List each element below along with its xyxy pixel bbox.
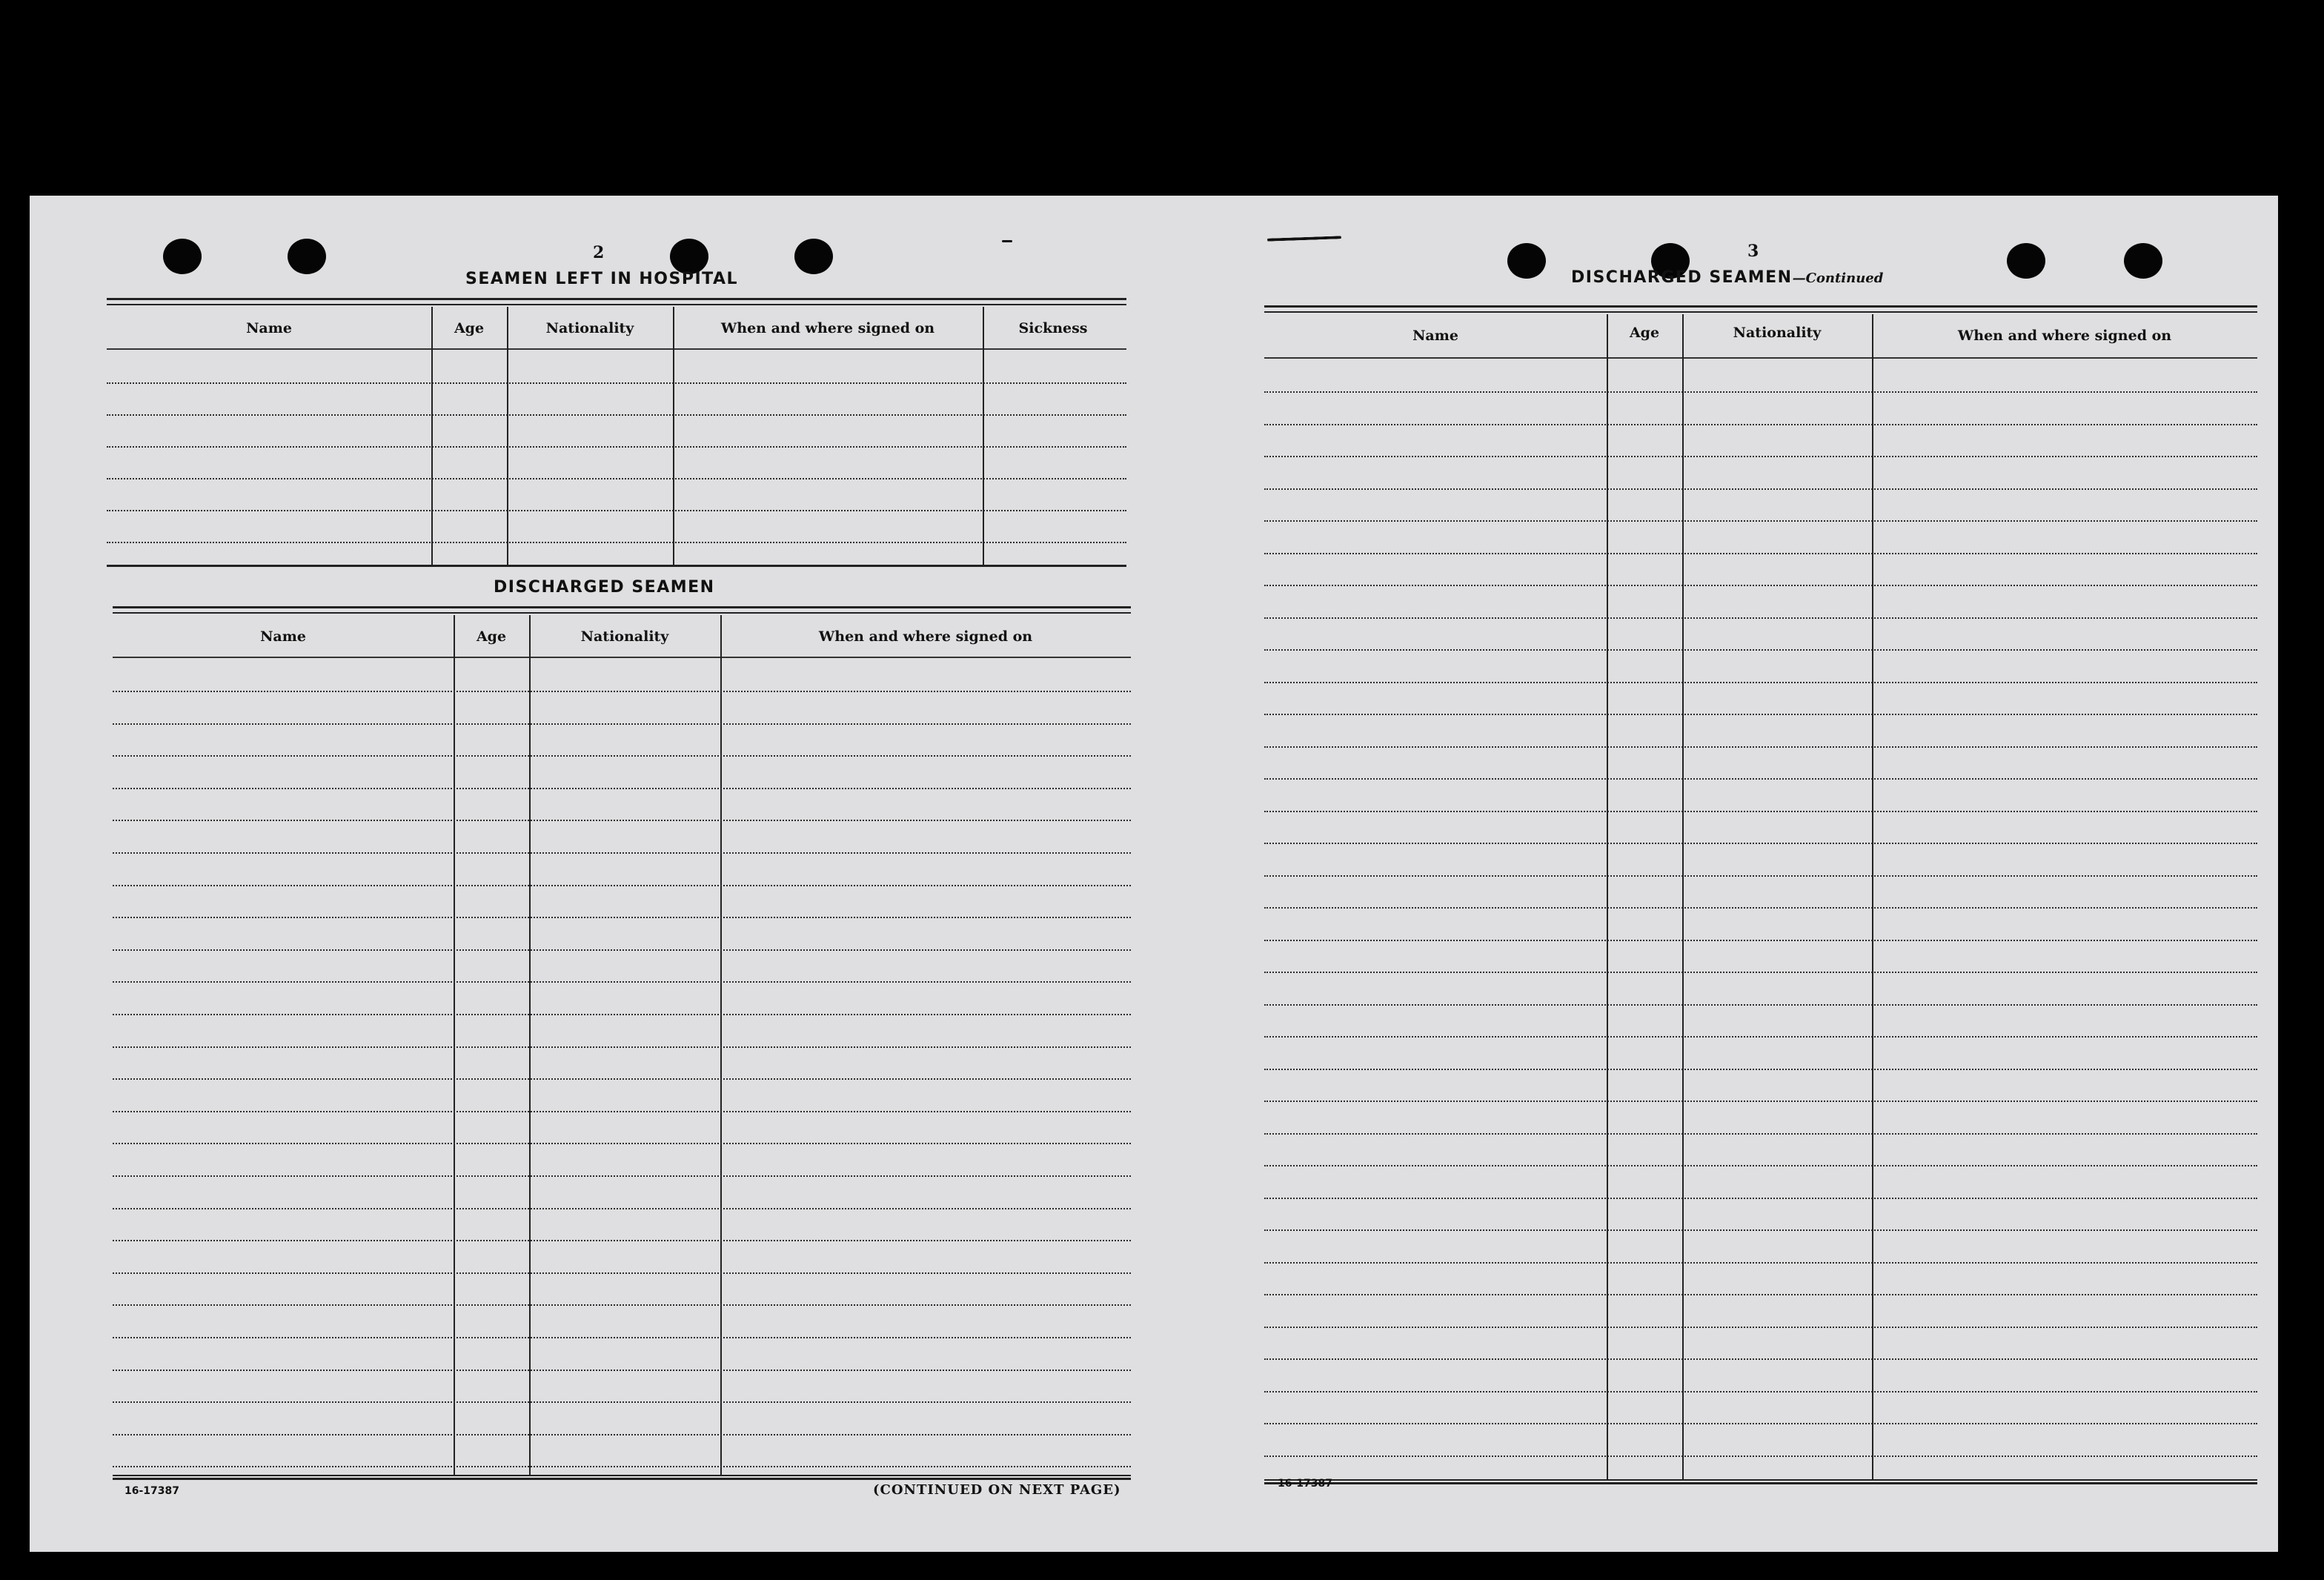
- column-header-nationality: Nationality: [580, 628, 669, 645]
- row-rule: [113, 1078, 1131, 1080]
- row-rule: [1264, 617, 2257, 619]
- row-rule: [1264, 1358, 2257, 1360]
- row-rule: [1264, 811, 2257, 812]
- page-number: 3: [1747, 242, 1759, 261]
- row-rule: [113, 1304, 1131, 1306]
- document-sheet: [30, 196, 2278, 1552]
- row-rule: [1264, 682, 2257, 683]
- row-rule: [1264, 1133, 2257, 1135]
- row-rule: [1264, 1036, 2257, 1038]
- punch-hole: [288, 239, 326, 274]
- row-rule: [1264, 714, 2257, 715]
- table-top-rule: [1264, 305, 2257, 313]
- row-rule: [113, 917, 1131, 918]
- column-header-when-where: When and where signed on: [818, 628, 1033, 645]
- punch-hole: [670, 239, 708, 274]
- row-rule: [1264, 1229, 2257, 1231]
- column-header-sickness: Sickness: [1018, 320, 1088, 336]
- left-page: [30, 196, 1156, 1552]
- row-rule: [1264, 1069, 2257, 1070]
- row-rule: [1264, 1455, 2257, 1457]
- column-divider: [983, 307, 984, 565]
- row-rule: [1264, 875, 2257, 877]
- row-rule: [113, 1272, 1131, 1274]
- row-rule: [107, 382, 1126, 384]
- row-rule: [1264, 391, 2257, 393]
- row-rule: [113, 981, 1131, 983]
- row-rule: [1264, 972, 2257, 973]
- column-header-name: Name: [246, 320, 292, 336]
- row-rule: [107, 542, 1126, 543]
- column-header-name: Name: [260, 628, 306, 645]
- discharged-section-title: DISCHARGED SEAMEN: [494, 578, 715, 597]
- row-rule: [1264, 1294, 2257, 1295]
- row-rule: [113, 1175, 1131, 1177]
- row-rule: [1264, 1101, 2257, 1102]
- row-rule: [113, 1046, 1131, 1048]
- header-underline: [113, 657, 1131, 658]
- row-rule: [113, 1240, 1131, 1241]
- row-rule: [113, 1434, 1131, 1435]
- right-page: [1156, 196, 2278, 1552]
- row-rule: [1264, 746, 2257, 748]
- column-header-nationality: Nationality: [1733, 325, 1822, 341]
- row-rule: [113, 755, 1131, 757]
- row-rule: [113, 1208, 1131, 1209]
- row-rule: [1264, 1004, 2257, 1006]
- header-underline: [107, 348, 1126, 350]
- row-rule: [113, 885, 1131, 886]
- row-rule: [1264, 1165, 2257, 1166]
- punch-hole: [794, 239, 833, 274]
- row-rule: [1264, 778, 2257, 780]
- column-header-when-where: When and where signed on: [720, 320, 935, 336]
- form-number: 16-17387: [1278, 1478, 1332, 1490]
- row-rule: [1264, 456, 2257, 457]
- discharged-continued-title: [1571, 268, 1883, 287]
- row-rule: [1264, 1327, 2257, 1328]
- column-divider: [673, 307, 674, 565]
- column-divider: [720, 615, 722, 1475]
- row-rule: [107, 510, 1126, 511]
- table-bottom-rule: [113, 1475, 1131, 1480]
- row-rule: [113, 1401, 1131, 1403]
- row-rule: [113, 788, 1131, 789]
- punch-hole: [2124, 243, 2162, 279]
- row-rule: [113, 1143, 1131, 1144]
- row-rule: [113, 691, 1131, 692]
- row-rule: [1264, 1391, 2257, 1393]
- column-divider: [431, 307, 433, 565]
- table-top-rule: [107, 298, 1126, 305]
- row-rule: [1264, 553, 2257, 554]
- row-rule: [1264, 907, 2257, 909]
- column-header-age: Age: [1629, 325, 1660, 341]
- row-rule: [113, 1370, 1131, 1371]
- punch-hole: [2007, 243, 2045, 279]
- row-rule: [1264, 488, 2257, 490]
- row-rule: [113, 1014, 1131, 1015]
- row-rule: [113, 852, 1131, 854]
- column-header-name: Name: [1412, 328, 1458, 344]
- row-rule: [1264, 424, 2257, 425]
- column-header-age: Age: [454, 320, 485, 336]
- row-rule: [1264, 940, 2257, 941]
- row-rule: [1264, 843, 2257, 844]
- row-rule: [113, 1111, 1131, 1112]
- ink-mark: [1002, 240, 1012, 242]
- row-rule: [113, 1337, 1131, 1338]
- punch-hole: [163, 239, 202, 274]
- row-rule: [107, 478, 1126, 479]
- row-rule: [107, 446, 1126, 448]
- page-number: 2: [593, 243, 605, 262]
- row-rule: [1264, 1423, 2257, 1424]
- hospital-section-title: SEAMEN LEFT IN HOSPITAL: [465, 270, 739, 288]
- column-divider: [454, 615, 455, 1475]
- section-title-suffix: —Continued: [1792, 270, 1884, 286]
- column-divider: [529, 615, 531, 1475]
- row-rule: [1264, 1198, 2257, 1199]
- discharged-table-right: [1264, 305, 2257, 1528]
- form-number: 16-17387: [124, 1485, 179, 1497]
- ink-mark: [1267, 236, 1341, 241]
- row-rule: [1264, 585, 2257, 586]
- row-rule: [1264, 1262, 2257, 1264]
- row-rule: [1264, 649, 2257, 651]
- column-divider: [507, 307, 508, 565]
- row-rule: [1264, 520, 2257, 522]
- table-bottom-rule: [107, 565, 1126, 567]
- column-header-age: Age: [476, 628, 507, 645]
- row-rule: [107, 414, 1126, 416]
- discharged-table-left: [113, 606, 1131, 1525]
- column-header-when-where: When and where signed on: [1957, 328, 2172, 344]
- section-title-text: DISCHARGED SEAMEN: [1571, 268, 1793, 287]
- table-top-rule: [113, 606, 1131, 614]
- row-rule: [113, 723, 1131, 725]
- punch-hole: [1507, 243, 1546, 279]
- row-rule: [113, 1466, 1131, 1467]
- column-header-nationality: Nationality: [545, 320, 634, 336]
- row-rule: [113, 820, 1131, 821]
- row-rule: [113, 949, 1131, 951]
- table-bottom-rule: [1264, 1479, 2257, 1484]
- header-underline: [1264, 357, 2257, 359]
- continued-note: (CONTINUED ON NEXT PAGE): [873, 1482, 1121, 1498]
